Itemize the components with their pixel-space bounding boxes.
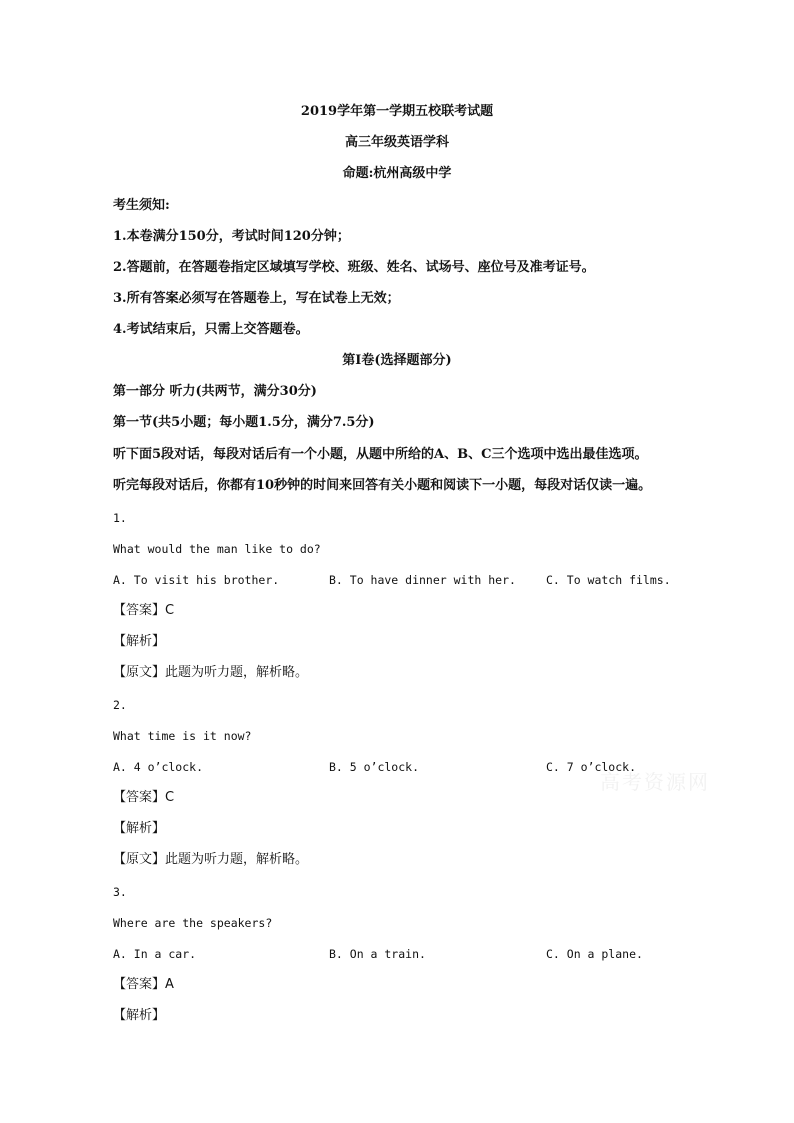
analysis-label: 【解析】 — [113, 1008, 166, 1023]
original-text-label: 【原文】此题为听力题，解析略。 — [113, 665, 309, 680]
watermark: 高考资源网 — [600, 770, 710, 794]
question-number: 2. — [113, 698, 127, 712]
question-stem: What time is it now? — [113, 729, 252, 743]
analysis-label: 【解析】 — [113, 821, 166, 836]
answer-label: 【答案】A — [113, 977, 174, 992]
option-b: B. On a train. — [329, 947, 426, 961]
notice-item: 4.考试结束后，只需上交答题卷。 — [113, 322, 309, 337]
notice-item: 1.本卷满分150分，考试时间120分钟； — [113, 229, 350, 244]
analysis-label: 【解析】 — [113, 634, 166, 649]
option-c: C. On a plane. — [546, 947, 643, 961]
question-stem: What would the man like to do? — [113, 542, 321, 556]
exam-subject: 高三年级英语学科 — [344, 135, 449, 150]
section-title: 第一节(共5小题；每小题1.5分，满分7.5分) — [113, 415, 375, 430]
notice-item: 2.答题前，在答题卷指定区域填写学校、班级、姓名、试场号、座位号及准考证号。 — [113, 260, 595, 275]
notice-heading: 考生须知: — [113, 198, 170, 213]
part-title: 第一部分 听力(共两节，满分30分) — [113, 384, 317, 399]
option-c: C. To watch films. — [546, 573, 671, 587]
option-a: A. In a car. — [113, 947, 197, 961]
instruction: 听完每段对话后，你都有10秒钟的时间来回答有关小题和阅读下一小题，每段对话仅读一遍。 — [113, 478, 652, 493]
option-a: A. 4 o’clock. — [113, 760, 204, 774]
instruction: 听下面5段对话，每段对话后有一个小题，从题中所给的A、B、C三个选项中选出最佳选项。 — [113, 447, 648, 462]
option-b: B. 5 o’clock. — [329, 760, 420, 774]
original-text-label: 【原文】此题为听力题，解析略。 — [113, 852, 309, 867]
question-number: 3. — [113, 885, 127, 899]
question-number: 1. — [113, 511, 127, 525]
answer-label: 【答案】C — [113, 603, 175, 618]
answer-label: 【答案】C — [113, 790, 175, 805]
option-a: A. To visit his brother. — [113, 573, 280, 587]
option-b: B. To have dinner with her. — [329, 573, 516, 587]
exam-author: 命题:杭州高级中学 — [342, 166, 452, 181]
question-stem: Where are the speakers? — [113, 916, 273, 930]
notice-item: 3.所有答案必须写在答题卷上，写在试卷上无效； — [113, 291, 400, 306]
exam-title: 2019学年第一学期五校联考试题 — [300, 104, 494, 119]
option-c: C. 7 o’clock. — [546, 760, 637, 774]
volume-title: 第Ⅰ卷(选择题部分) — [342, 353, 452, 368]
